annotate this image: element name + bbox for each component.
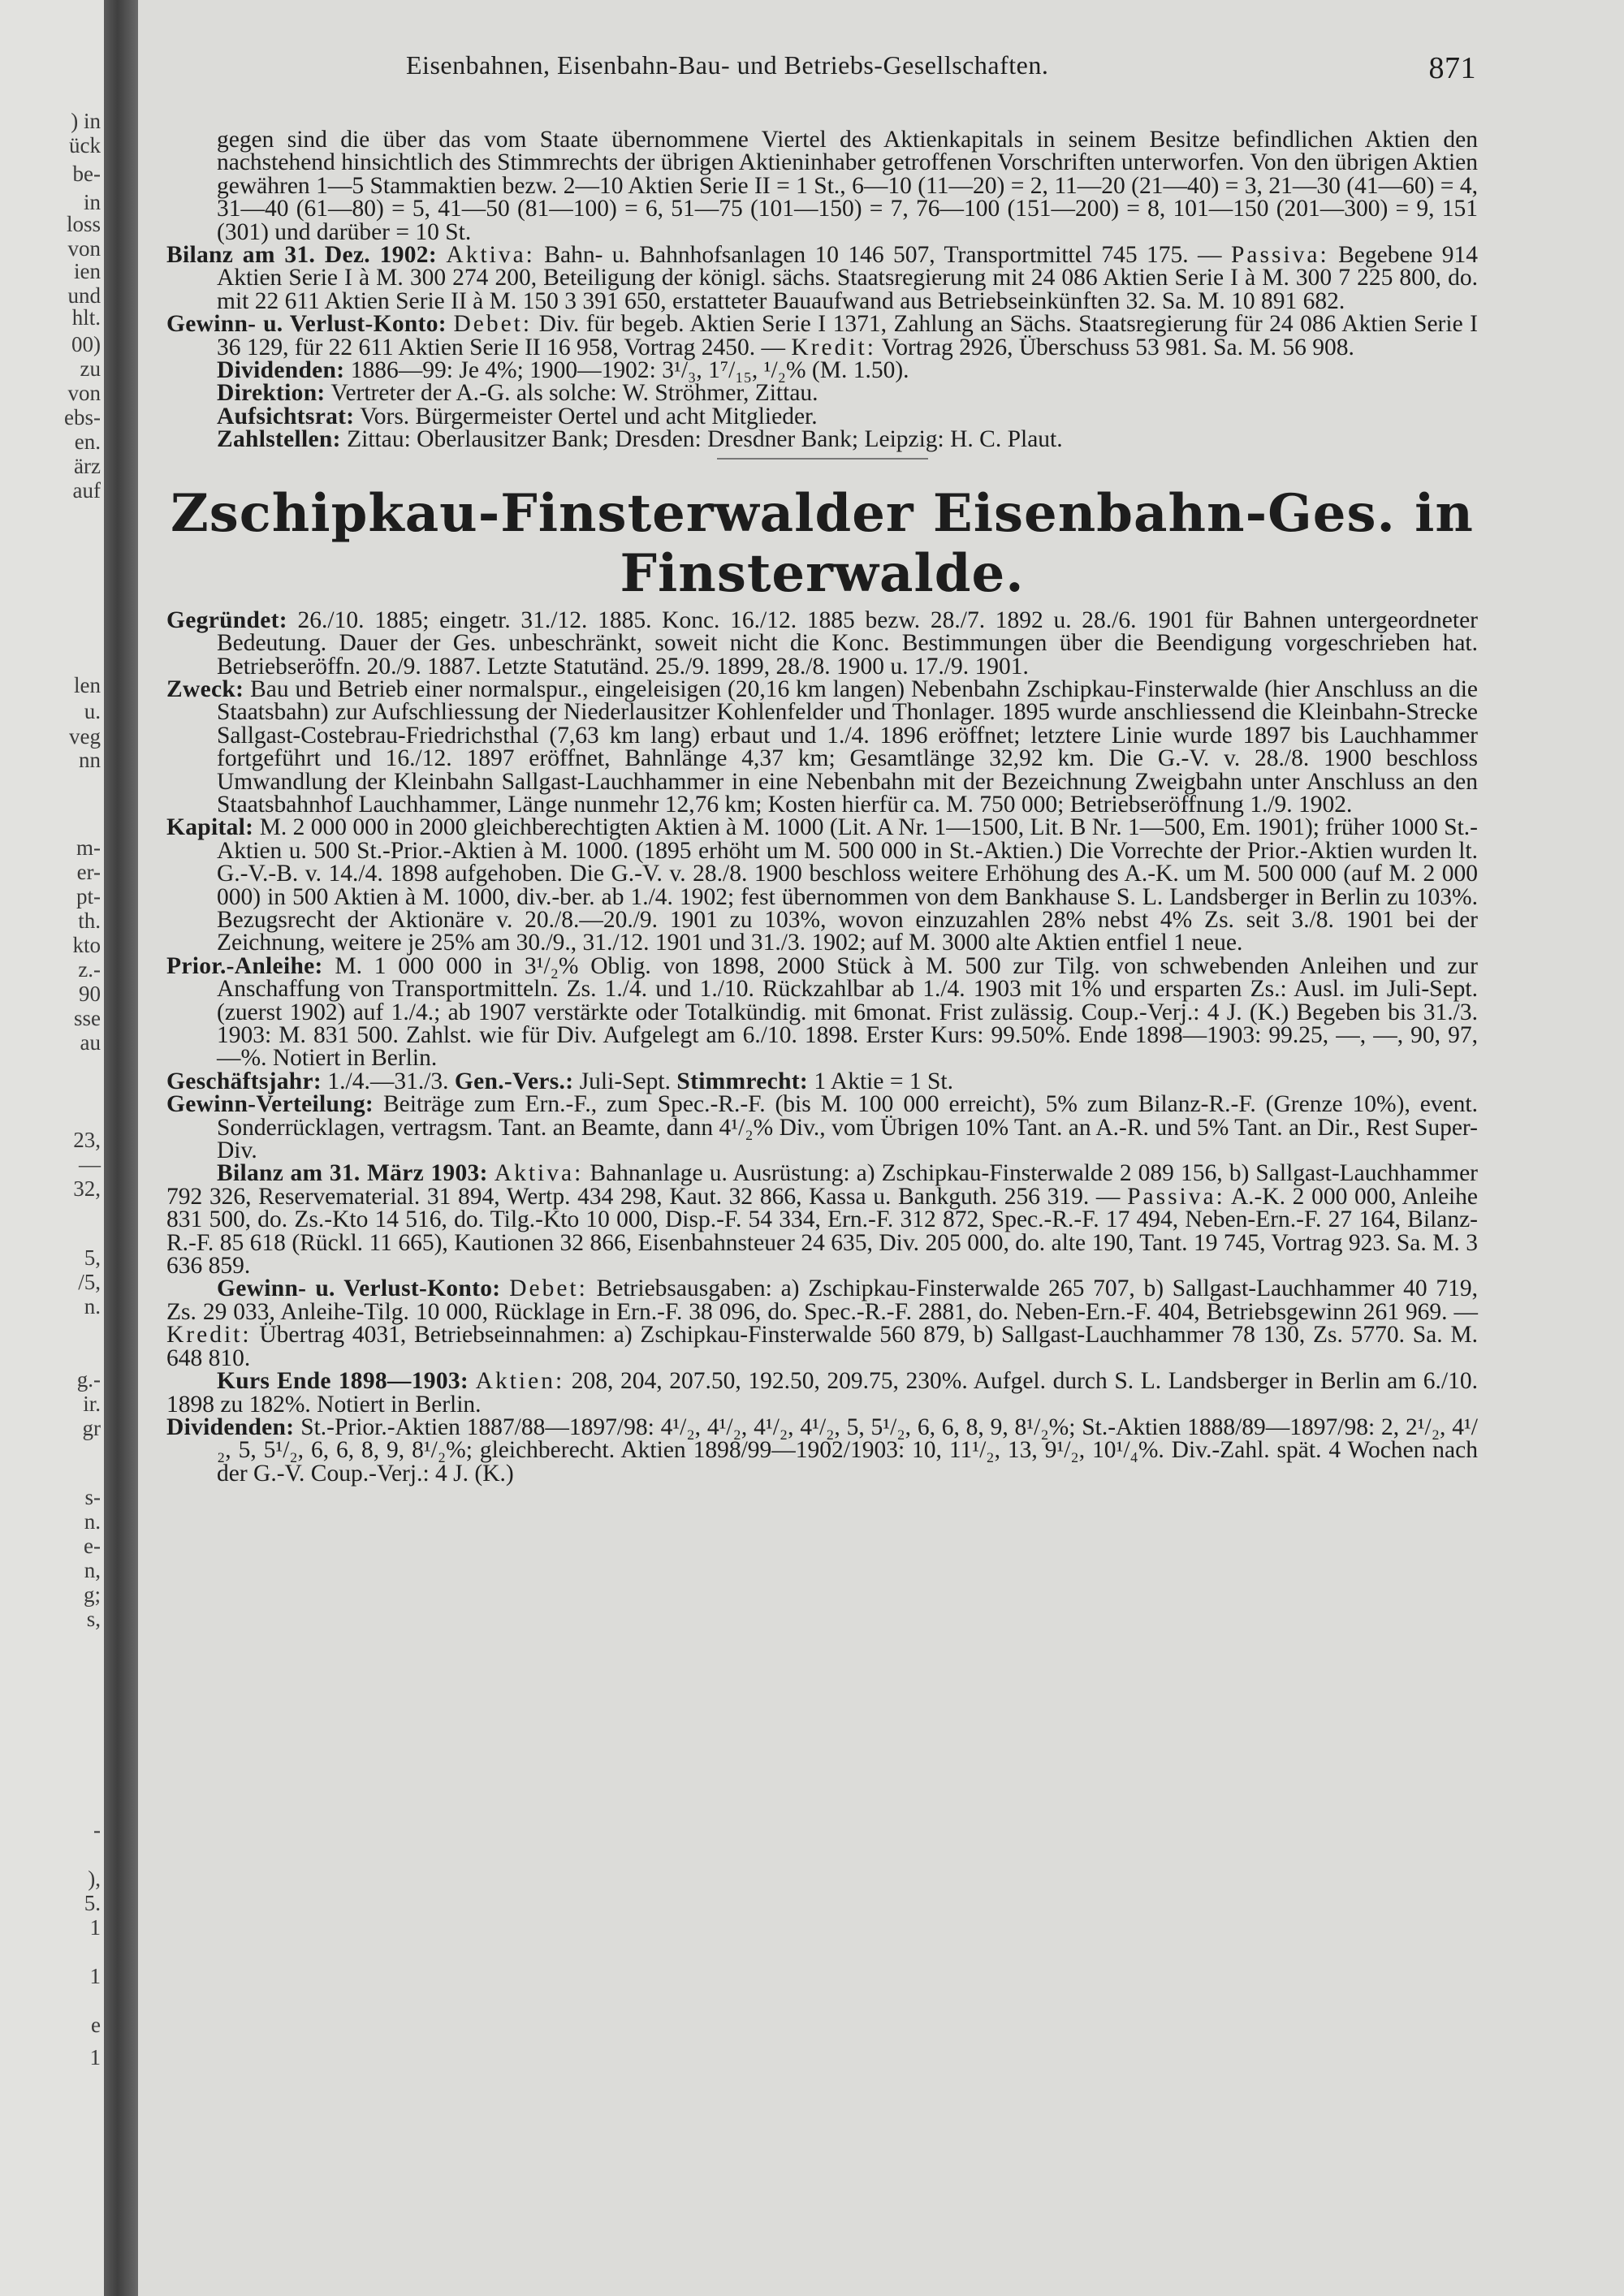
prev-passiva-text: Begebene 914 Aktien Serie I à M. 300 274 200, Beteiligung der königl. sächs. Staatsregierung mit 24 086 Aktien Serie I à M. 300 7 225 800, do. mit 22 611 Aktien Serie II à M. 150 3 391 650, erstatteter Bauaufwand aus Betriebseinkünften 32. Sa. M. 10 891 682. [217,242,1479,314]
gewinn-verlust [166,1277,1478,1370]
margin-fragment: e [91,2013,101,2037]
gegruendet [166,606,1479,680]
margin-fragment: /5, [78,1270,101,1294]
margin-fragment: ärz [74,454,101,478]
prev-dividenden-label: Dividenden: [217,357,345,384]
margin-fragment: n. [84,1509,101,1534]
kapital [166,816,1478,954]
margin-fragment: len [74,673,101,697]
prior-anleihe [166,952,1478,1072]
margin-fragment: in [83,190,101,214]
kurs-label: Kurs Ende 1898—1903: [217,1368,469,1395]
margin-fragment: ück [69,133,101,158]
gegruendet-text: 26./10. 1885; eingetr. 31./12. 1885. Konc. 16./12. 1885 bezw. 28./7. 1892 u. 28./6. 1901 für Bahnen untergeordneter Bedeutung. Dauer der Ges. unbeschränkt, soweit nicht die Konc. Bestimmungen über die Beendigung vorgeschrieben hat. Betriebseröffn. 20./9. 1887. Letzte Statutänd. 25./9. 1899, 28./8. 1900 u. 17./9. 1901. [217,606,1479,680]
margin-fragment: ) in [71,109,101,133]
adjacent-page-edge [0,0,104,2296]
geschaeftsjahr-label: Geschäftsjahr: [166,1068,322,1094]
margin-fragment: ien [74,259,101,283]
gegruendet-label: Gegründet: [166,606,287,633]
margin-fragment: hlt. [71,305,101,330]
kurs-text: 208, 204, 207.50, 192.50, 209.75, 230%. Aufgel. durch S. L. Landsberger in Berlin am 6./10. 1898 zu 182%. Notiert in Berlin. [166,1368,1478,1418]
bilanz-passiva-text: A.-K. 2 000 000, Anleihe 831 500, do. Zs.-Kto 14 516, do. Tilg.-Kto 10 000, Disp.-F. 54 334, Ern.-F. 312 872, Spec.-R.-F. 17 494, Neben-Ern.-F. 27 164, Bilanz-R.-F. 85 618 (Rückl. 11 665), Kautionen 32 866, Eisenbahnsteuer 24 635, Div. 205 000, do. alte 190, Tant. 19 745, Vortrag 923. Sa. M. 3 636 859. [166,1183,1479,1280]
page-content [166,128,1478,1485]
prev-direktion-label: Direktion: [217,380,326,407]
geschaeftsjahr-line [166,1070,1478,1093]
prev-direktion-text: Vertreter der A.-G. als solche: W. Ströhmer, Zittau. [330,380,818,407]
prev-zahlstellen-text: Zittau: Oberlausitzer Bank; Dresden: Dresdner Bank; Leipzig: H. C. Plaut. [347,426,1063,453]
margin-fragment: ir. [83,1392,101,1416]
running-header [268,50,1476,91]
prev-aufsichtsrat-text: Vors. Bürgermeister Oertel und acht Mitglieder. [360,403,818,429]
margin-fragment: au [80,1030,101,1055]
margin-fragment: 5. [84,1891,101,1915]
verteilung-text: Beiträge zum Ern.-F., zum Spec.-R.-F. (bis M. 100 000 erreicht), 5% zum Bilanz-R.-F. (Grenze 10%), event. Sonderrücklagen, vertragsm. Tant. an Beamte, dann 4¹/₂% Div., vom Übrigen 10% Tant. an A.-R. und 5% Tant. an Dir., Rest Super-Div. [217,1091,1478,1164]
bilanz-aktiva-text: Bahnanlage u. Ausrüstung: a) Zschipkau-Finsterwalde 2 089 156, b) Sallgast-Lauchhammer 792 326, Reservematerial. 31 894, Wertp. 434 298, Kaut. 32 866, Kassa u. Bankguth. 256 319. — [166,1160,1478,1210]
margin-fragment: s- [84,1485,101,1509]
dividenden-text: St.-Prior.-Aktien 1887/88—1897/98: 4¹/₂, 4¹/₂, 4¹/₂, 4¹/₂, 5, 5¹/₂, 6, 6, 8, 9, 8¹/₂%; St.-Aktien 1888/89—1897/98: 2, 2¹/₂, 4¹/₂, 5, 5¹/₂, 6, 6, 8, 9, 8¹/₂%; gleichberecht. Aktien 1898/99—1902/1903: 10, 11¹/₂, 13, 9¹/₂, 10¹/₄%. Div.-Zahl. spät. 4 Wochen nach der G.-V. Coup.-Verj.: 4 J. (K.) [217,1413,1478,1487]
genvers-text: Juli-Sept. [579,1068,671,1094]
anleihe-label: Prior.-Anleihe: [166,952,323,979]
kapital-label: Kapital: [166,814,254,841]
genvers-label: Gen.-Vers.: [454,1068,574,1094]
margin-fragment: n. [84,1294,101,1318]
margin-fragment: pt- [76,884,101,908]
prev-debet-label: Debet: [453,311,533,338]
margin-fragment: loss [66,212,101,236]
company-title: Zschipkau-Finsterwalder Eisenbahn-Ges. in Finsterwalde. [171,482,1474,604]
margin-fragment: n, [84,1558,101,1582]
guv-kredit-label: Kredit: [166,1322,252,1349]
prev-kredit-label: Kredit: [791,334,876,360]
margin-fragment: gr [82,1416,101,1440]
section-divider [717,458,928,460]
prev-guv-label: Gewinn- u. Verlust-Konto: [166,311,447,338]
book-gutter [104,0,138,2296]
verteilung-label: Gewinn-Verteilung: [166,1091,374,1118]
geschaeftsjahr-text: 1./4.—31./3. [327,1068,449,1094]
kapital-text: M. 2 000 000 in 2000 gleichberechtigten Aktien à M. 1000 (Lit. A Nr. 1—1500, Lit. B Nr. 1—500, Em. 1901); früher 1000 St.-Aktien u. 500 St.-Prior.-Aktien à M. 1000. (1895 erhöht um M. 500 000 in St.-Aktien.) Die Vorrechte der Prior.-Aktien wurden lt. G.-V.-B. v. 14./4. 1898 aufgehoben. Die G.-V. v. 28./8. 1900 beschloss weitere Erhöhung des A.-K. um M. 500 000 (auf M. 2 000 000) in 500 Aktien à M. 1000, div.-ber. ab 1./4. 1902; fest übernommen von dem Bankhause S. L. Landsberger in Berlin zu 103%. Bezugsrecht der Aktionäre v. 20./8.—20./9. 1901 zu 103%, wovon einzuzahlen 28% nebst 4% Zs. seit 3./8. 1901 bei der Zeichnung, weitere je 25% am 30./9., 31./12. 1901 und 31./3. 1902; auf M. 3000 alte Aktien entfiel 1 neue. [217,814,1478,956]
margin-fragment: er- [76,860,101,884]
prev-debet-text: Div. für begeb. Aktien Serie I 1371, Zahlung an Sächs. Staatsregierung für 24 086 Aktien Serie I 36 129, für 22 611 Aktien Serie II 16 958, Vortrag 2450. — [217,311,1478,360]
margin-fragment: z.- [78,957,101,982]
zweck-text: Bau und Betrieb einer normalspur., eingeleisigen (20,16 km langen) Nebenbahn Zschipkau-Finsterwalde (hier Anschluss an die Staatsbahn) zur Aufschliessung der Niederlausitzer Kohlenfelder und Thonlager. 1895 wurde anschliessend die Kleinbahn-Strecke Sallgast-Costebrau-Friedrichsthal (7,63 km lang) erbaut und 1./4. 1896 eröffnet; letztere Linie wurde 1897 bis Lauchhammer fortgeführt und 16./12. 1897 eröffnet, Bahnlänge 4,37 km; Gesamtlänge 32,92 km. Die G.-V. v. 28./8. 1900 beschloss Umwandlung der Kleinbahn Sallgast-Lauchhammer in eine Nebenbahn mit der Bezeichnung Zweigbahn unter Anschluss an den Staatsbahnhof Lauchhammer, Länge nunmehr 12,76 km; Kosten hierfür ca. M. 750 000; Betriebseröffnung 1./9. 1902. [217,675,1478,818]
margin-fragment: th. [78,908,101,933]
prev-zahlstellen [166,428,1478,451]
margin-fragment: auf [72,478,101,503]
margin-fragment: g; [83,1582,101,1607]
prev-bilanz-label: Bilanz am 31. Dez. 1902: [166,242,437,269]
margin-fragment: veg [69,724,101,749]
guv-kredit-text: Übertrag 4031, Betriebseinnahmen: a) Zschipkau-Finsterwalde 560 879, b) Sallgast-Lauchhammer 78 130, Zs. 5770. Sa. M. 648 810. [166,1322,1479,1371]
bilanz-passiva-label: Passiva: [1127,1183,1225,1210]
bilanz [166,1160,1479,1280]
prev-guv [166,313,1478,359]
page-number: 871 [1428,51,1476,85]
anleihe-text: M. 1 000 000 in 3¹/₂% Oblig. von 1898, 2000 Stück à M. 500 zur Tilg. von schwebenden Anleihen und zur Anschaffung von Transportmitteln. Zs. 1./4. und 1./10. Rückzahlbar ab 1./4. 1903 mit 1% und ersparten Zs.: Ausl. im Juli-Sept. (zuerst 1902) auf 1./4.; ab 1907 verstärkte oder Totalkündig. mit 6monat. Frist zulässig. Coup.-Verj.: 4 J. (K.) Begeben bis 31./3. 1903: M. 831 500. Zahlst. wie für Div. Aufgelegt am 6./10. 1898. Erster Kurs: 99.50%. Ende 1898—1903: 99.25, —, —, 90, 97, —%. Notiert in Berlin. [217,952,1478,1072]
margin-fragment: g.- [76,1367,101,1392]
kurs [166,1370,1478,1416]
margin-fragment: sse [74,1006,101,1030]
prev-entry-block [166,128,1478,244]
margin-fragment: m- [76,835,101,860]
margin-fragment: ), [88,1867,101,1891]
prev-aufsichtsrat [166,405,1478,428]
kurs-aktien-label: Aktien: [475,1368,565,1395]
margin-fragment: nn [79,748,101,772]
stimmrecht-label: Stimmrecht: [676,1068,809,1094]
stimmrecht-text: 1 Aktie = 1 St. [814,1068,953,1094]
margin-fragment: 1 [89,1964,101,1988]
prev-aktiva-label: Aktiva: [446,242,535,269]
zweck-label: Zweck: [166,675,244,702]
margin-fragment: 1 [89,1915,101,1940]
margin-fragment: zu [80,356,101,381]
prev-intro-text: gegen sind die über das vom Staate übernommene Viertel des Aktienkapitals in seinem Besitze befindlichen Aktien den nachstehend hinsichtlich des Stimmrechts der übrigen Aktieninhaber getroffenen Vorschriften unterworfen. Von den übrigen Aktien gewähren 1—5 Stammaktien bezw. 2—10 Aktien Serie II = 1 St., 6—10 (11—20) = 2, 11—20 (21—40) = 3, 21—30 (41—60) = 4, 31—40 (61—80) = 5, 41—50 (81—100) = 6, 51—75 (101—150) = 7, 76—100 (151—200) = 8, 101—150 (201—300) = 9, 151 (301) und darüber = 10 St. [217,127,1478,245]
prev-kredit-text: Vortrag 2926, Überschuss 53 981. Sa. M. 56 908. [881,334,1354,360]
margin-fragment: be- [72,162,101,186]
margin-fragment: 1 [89,2045,101,2069]
header-title: Eisenbahnen, Eisenbahn-Bau- und Betriebs-Gesellschaften. [406,50,1049,80]
margin-fragment: von [67,236,101,261]
margin-fragment: - [93,1818,101,1842]
gewinn-verteilung [166,1093,1478,1162]
prev-aufsichtsrat-label: Aufsichtsrat: [217,403,355,429]
dividenden-label: Dividenden: [166,1413,295,1440]
margin-fragment: 90 [79,982,101,1006]
prev-bilanz [166,244,1478,313]
prev-direktion [166,380,1478,407]
prev-zahlstellen-label: Zahlstellen: [217,426,341,453]
margin-fragment: und [67,283,101,308]
zweck [166,675,1478,818]
guv-debet-text: Betriebsausgaben: a) Zschipkau-Finsterwalde 265 707, b) Sallgast-Lauchhammer 40 719, Zs. 29 033, Anleihe-Tilg. 10 000, Rücklage in Ern.-F. 38 096, do. Spec.-R.-F. 2881, do. Neben-Ern.-F. 404, Betriebsgewinn 261 969. — [166,1275,1478,1325]
margin-fragment: en. [74,429,101,454]
prev-passiva-label: Passiva: [1230,242,1329,269]
margin-fragment: u. [84,699,101,723]
margin-fragment: von [67,381,101,405]
margin-fragment: 00) [71,332,101,356]
margin-fragment: s, [86,1607,101,1631]
bilanz-aktiva-label: Aktiva: [494,1160,584,1187]
prev-dividenden [166,359,1478,382]
guv-debet-label: Debet: [509,1275,588,1302]
margin-fragment: e- [84,1534,101,1558]
dividenden [166,1413,1478,1487]
margin-fragment: ebs- [64,405,101,429]
prev-aktiva-text: Bahn- u. Bahnhofsanlagen 10 146 507, Transportmittel 745 175. — [544,242,1222,269]
bilanz-label: Bilanz am 31. März 1903: [217,1160,488,1187]
margin-fragment: — [79,1152,101,1176]
prev-dividenden-text: 1886—99: Je 4%; 1900—1902: 3¹/₃, 1⁷/₁₅, ¹/₂% (M. 1.50). [350,357,909,384]
margin-fragment: kto [72,933,101,957]
margin-fragment: 5, [84,1245,101,1270]
margin-fragment: 23, [73,1128,101,1152]
margin-fragment: 32, [73,1176,101,1201]
guv-label: Gewinn- u. Verlust-Konto: [217,1275,501,1302]
